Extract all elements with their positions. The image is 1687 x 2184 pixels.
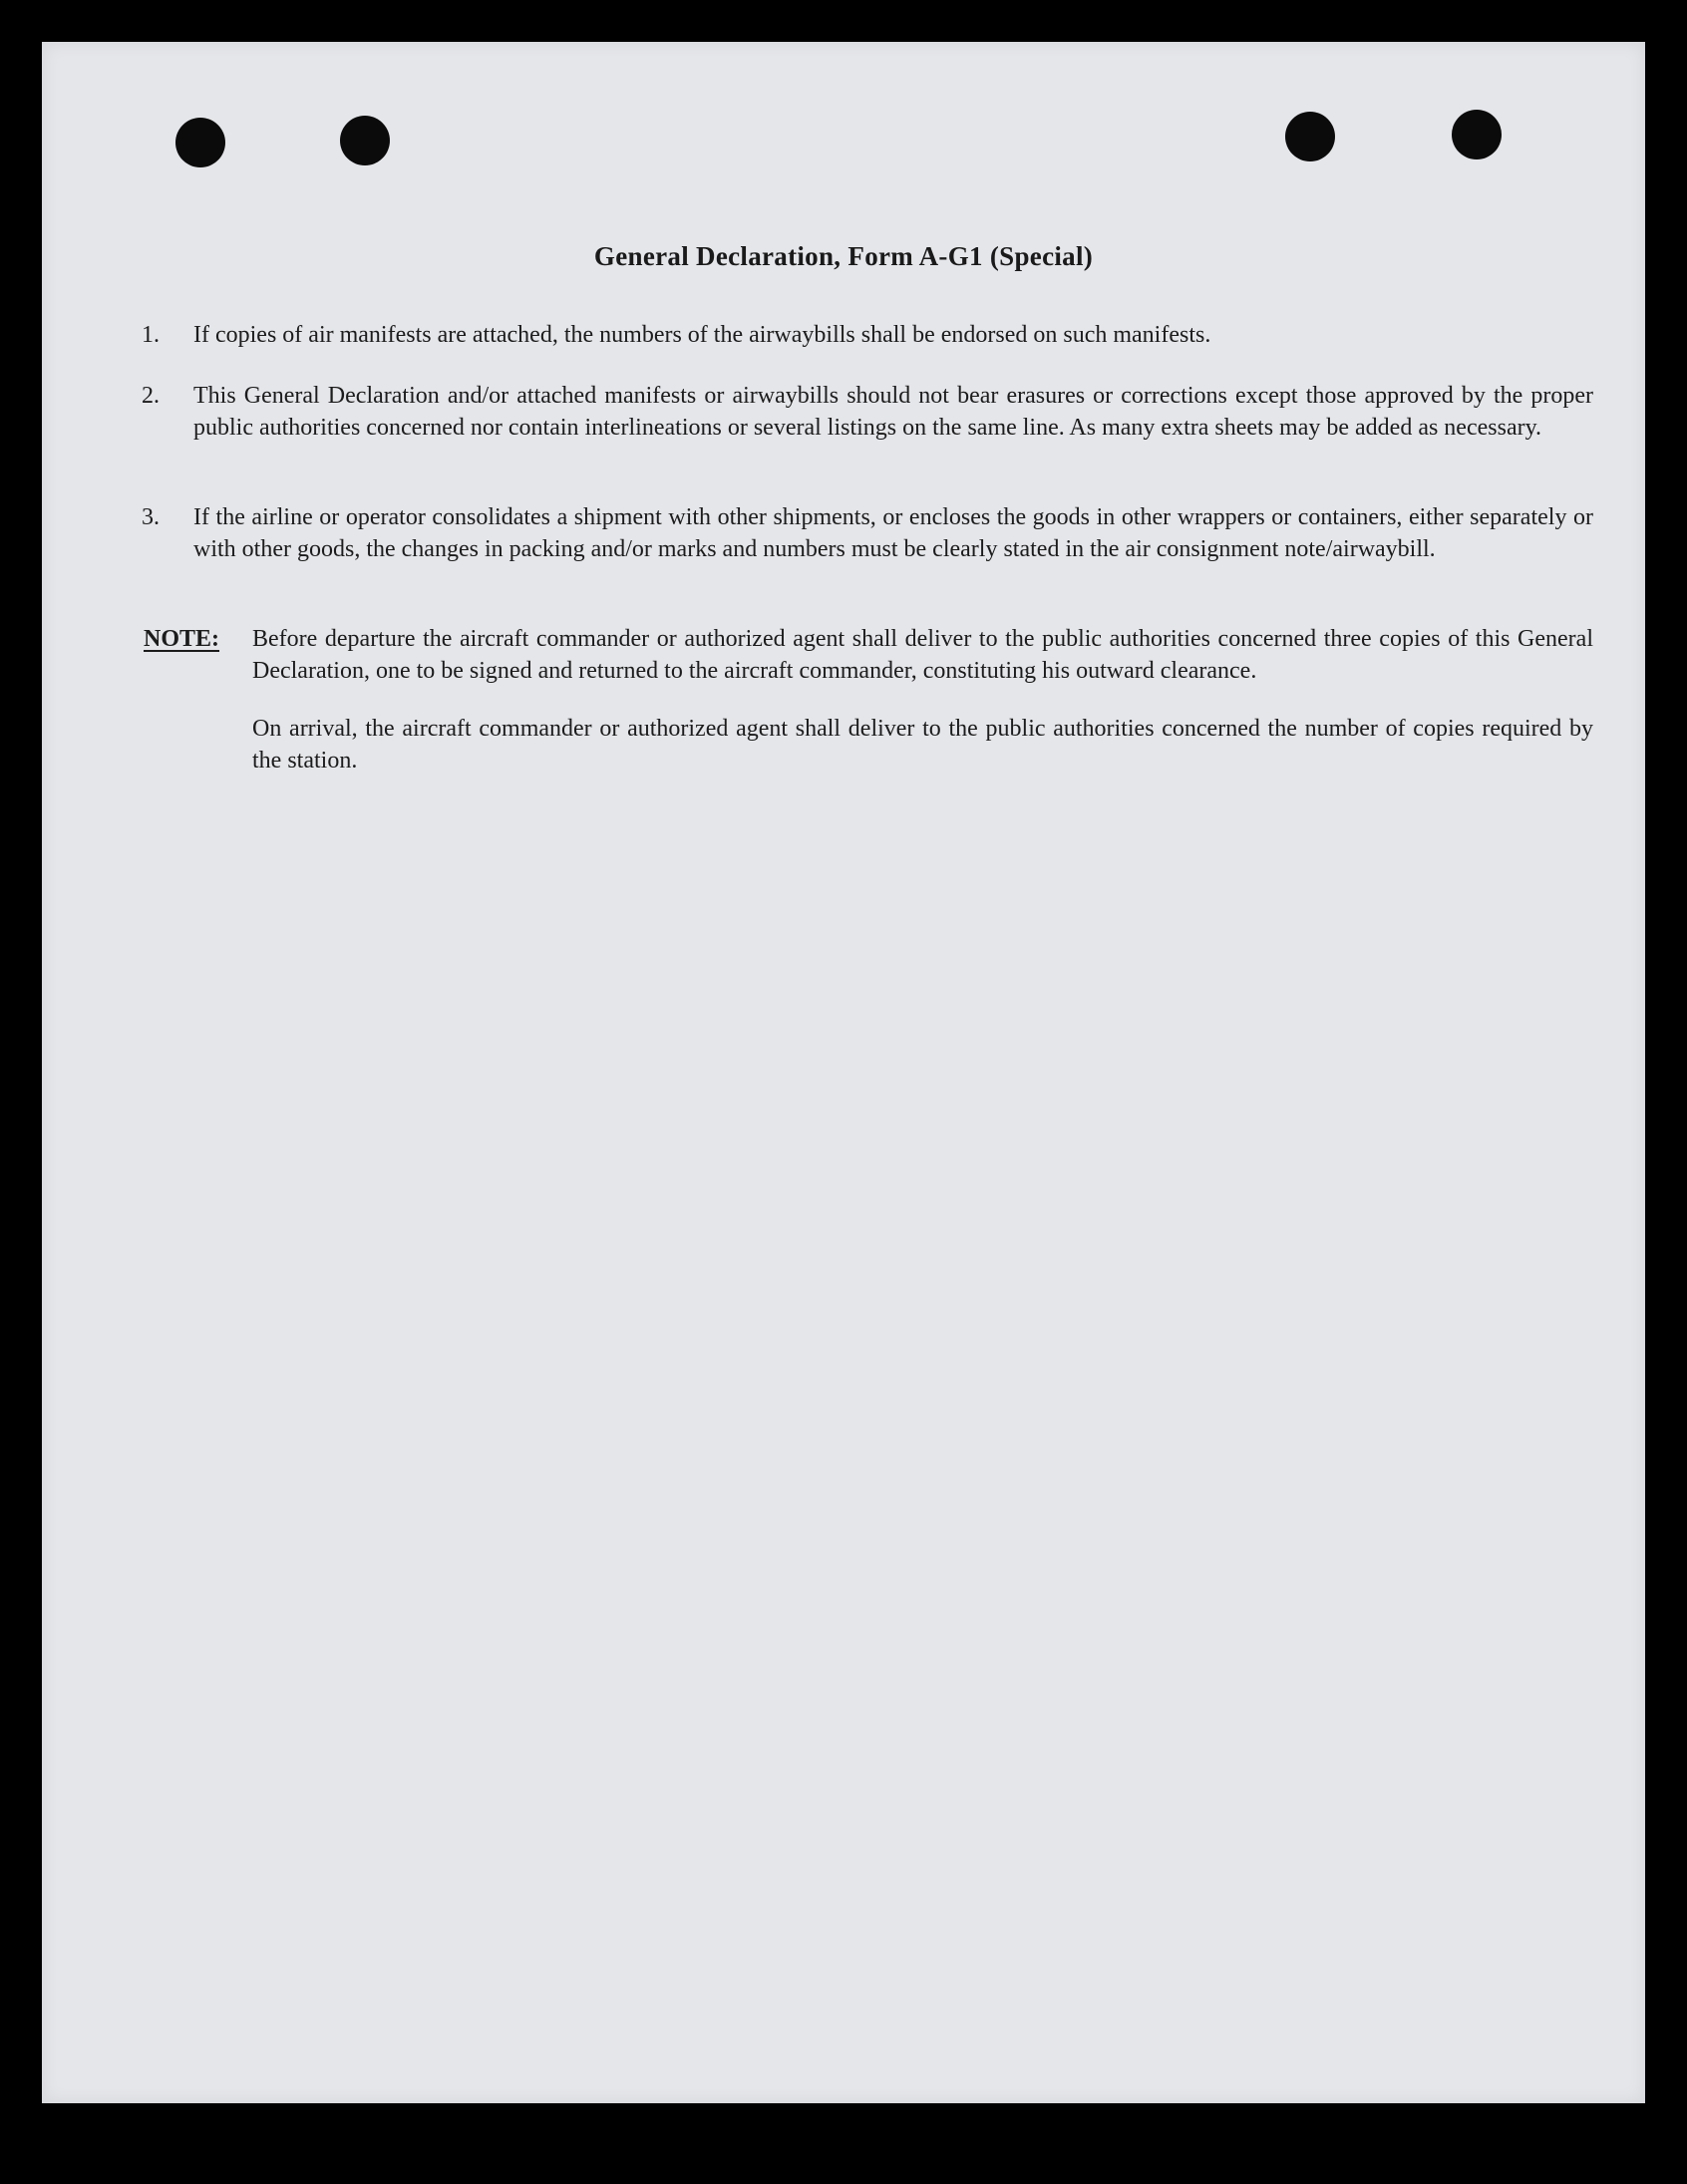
note-label: NOTE: [144,626,220,652]
punch-hole [1452,110,1502,159]
item-number: 2. [142,383,160,409]
item-text: If the airline or operator consolidates a shipment with other shipments, or encloses the goods in other wrappers or containers, either separately or with other goods, the changes in packing and/or marks and numbers must be clearly stated in the air consignment note/airwaybill. [193,504,1593,562]
note-paragraph: On arrival, the aircraft commander or authorized agent shall deliver to the public authorities concerned the number of copies required by the station. [252,716,1593,774]
list-item [142,319,1593,351]
punch-hole [175,118,225,167]
note-paragraph: Before departure the aircraft commander or authorized agent shall deliver to the public authorities concerned three copies of this General Declaration, one to be signed and returned to the aircraft commander, constituting his outward clearance. [252,626,1593,684]
item-text: This General Declaration and/or attached manifests or airwaybills should not bear erasures or corrections except those approved by the proper public authorities concerned nor contain interlineations or several listings on the same line. As many extra sheets may be added as necessary. [193,383,1593,441]
list-item [142,380,1593,444]
document-page [42,42,1645,2103]
document-title: General Declaration, Form A-G1 (Special) [593,241,1094,271]
item-number: 1. [142,322,160,348]
punch-hole [340,116,390,165]
punch-hole [1285,112,1335,161]
item-number: 3. [142,504,160,530]
item-text: If copies of air manifests are attached, the numbers of the airwaybills shall be endorsed on such manifests. [193,322,1211,348]
note-section [142,623,1593,777]
list-item [142,501,1593,565]
